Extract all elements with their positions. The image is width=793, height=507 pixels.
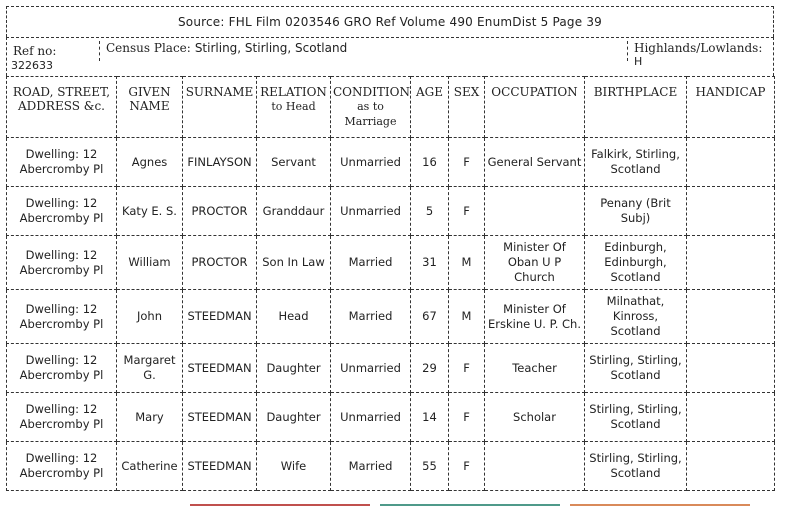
table-row: [7, 187, 775, 236]
cell-surname: STEEDMAN: [183, 442, 257, 491]
col-condition-title: CONDITION: [333, 85, 410, 99]
col-relation-title: RELATION: [260, 85, 327, 99]
cell-given-name: John: [117, 290, 183, 344]
teal-mark: [380, 504, 560, 506]
cell-surname: PROCTOR: [183, 236, 257, 290]
col-condition-sub: as to Marriage: [344, 100, 397, 128]
cell-relation: Granddaur: [257, 187, 331, 236]
col-occupation: OCCUPATION: [485, 77, 585, 138]
col-surname: SURNAME: [183, 77, 257, 138]
col-sex: SEX: [449, 77, 485, 138]
red-mark: [190, 504, 370, 506]
col-condition: [331, 77, 411, 138]
cell-condition: Unmarried: [331, 393, 411, 442]
cell-handicap: [687, 344, 775, 393]
cell-birthplace: Edinburgh, Edinburgh, Scotland: [585, 236, 687, 290]
orange-mark: [570, 504, 750, 506]
col-road: ROAD, STREET, ADDRESS &c.: [7, 77, 117, 138]
cell-relation: Daughter: [257, 393, 331, 442]
cell-sex: F: [449, 187, 485, 236]
cell-road: Dwelling: 12 Abercromby Pl: [7, 236, 117, 290]
cell-age: 29: [411, 344, 449, 393]
highlands-lowlands-label: Highlands/Lowlands:: [634, 41, 763, 55]
census-sheet: [6, 6, 774, 491]
cell-sex: M: [449, 290, 485, 344]
col-handicap: HANDICAP: [687, 77, 775, 138]
cell-surname: PROCTOR: [183, 187, 257, 236]
cell-birthplace: Stirling, Stirling, Scotland: [585, 393, 687, 442]
table-row: [7, 138, 775, 187]
cell-road: Dwelling: 12 Abercromby Pl: [7, 187, 117, 236]
table-row: [7, 290, 775, 344]
cell-surname: STEEDMAN: [183, 290, 257, 344]
cell-sex: F: [449, 344, 485, 393]
col-age: AGE: [411, 77, 449, 138]
cell-relation: Servant: [257, 138, 331, 187]
cell-age: 5: [411, 187, 449, 236]
cell-given-name: Katy E. S.: [117, 187, 183, 236]
col-given-name: GIVEN NAME: [117, 77, 183, 138]
cell-given-name: Margaret G.: [117, 344, 183, 393]
cell-condition: Unmarried: [331, 344, 411, 393]
highlands-lowlands: [627, 41, 773, 68]
cell-road: Dwelling: 12 Abercromby Pl: [7, 138, 117, 187]
census-place-value: Stirling, Stirling, Scotland: [194, 41, 348, 55]
cell-condition: Married: [331, 442, 411, 491]
cell-occupation: General Servant: [485, 138, 585, 187]
table-row: [7, 236, 775, 290]
cell-relation: Son In Law: [257, 236, 331, 290]
cell-surname: STEEDMAN: [183, 344, 257, 393]
cell-birthplace: Penany (Brit Subj): [585, 187, 687, 236]
cell-birthplace: Stirling, Stirling, Scotland: [585, 344, 687, 393]
reference-row: [6, 37, 774, 76]
cell-road: Dwelling: 12 Abercromby Pl: [7, 290, 117, 344]
cell-birthplace: Falkirk, Stirling, Scotland: [585, 138, 687, 187]
cell-occupation: [485, 187, 585, 236]
cell-birthplace: Stirling, Stirling, Scotland: [585, 442, 687, 491]
cell-handicap: [687, 290, 775, 344]
cell-relation: Head: [257, 290, 331, 344]
cell-relation: Wife: [257, 442, 331, 491]
cell-given-name: Agnes: [117, 138, 183, 187]
header-row: [7, 77, 775, 138]
cell-sex: F: [449, 393, 485, 442]
cell-condition: Married: [331, 290, 411, 344]
table-row: [7, 442, 775, 491]
cell-handicap: [687, 187, 775, 236]
cell-handicap: [687, 442, 775, 491]
cell-birthplace: Milnathat, Kinross, Scotland: [585, 290, 687, 344]
col-relation-sub: to Head: [271, 100, 316, 113]
cell-handicap: [687, 393, 775, 442]
cell-age: 16: [411, 138, 449, 187]
table-row: [7, 344, 775, 393]
cell-given-name: Catherine: [117, 442, 183, 491]
cell-sex: M: [449, 236, 485, 290]
cell-age: 67: [411, 290, 449, 344]
cell-occupation: Minister Of Oban U P Church: [485, 236, 585, 290]
col-birthplace: BIRTHPLACE: [585, 77, 687, 138]
cell-condition: Married: [331, 236, 411, 290]
cell-relation: Daughter: [257, 344, 331, 393]
source-text: Source: FHL Film 0203546 GRO Ref Volume 490 EnumDist 5 Page 39: [177, 15, 603, 29]
cell-road: Dwelling: 12 Abercromby Pl: [7, 442, 117, 491]
cell-occupation: Teacher: [485, 344, 585, 393]
census-place-label: Census Place:: [106, 41, 191, 55]
source-line: [6, 6, 774, 37]
census-table: [6, 76, 775, 491]
cell-surname: STEEDMAN: [183, 393, 257, 442]
cell-handicap: [687, 138, 775, 187]
col-relation: [257, 77, 331, 138]
cell-surname: FINLAYSON: [183, 138, 257, 187]
census-place: [99, 41, 347, 61]
highlands-lowlands-value: H: [634, 55, 643, 68]
cell-occupation: Minister Of Erskine U. P. Ch.: [485, 290, 585, 344]
cell-age: 14: [411, 393, 449, 442]
cell-handicap: [687, 236, 775, 290]
ref-label: Ref no:: [13, 44, 57, 58]
cell-condition: Unmarried: [331, 187, 411, 236]
cell-road: Dwelling: 12 Abercromby Pl: [7, 344, 117, 393]
cell-sex: F: [449, 442, 485, 491]
cell-age: 55: [411, 442, 449, 491]
cell-given-name: William: [117, 236, 183, 290]
cell-given-name: Mary: [117, 393, 183, 442]
cell-road: Dwelling: 12 Abercromby Pl: [7, 393, 117, 442]
cell-age: 31: [411, 236, 449, 290]
cell-condition: Unmarried: [331, 138, 411, 187]
ref-value: 322633: [11, 59, 53, 72]
cell-sex: F: [449, 138, 485, 187]
cell-occupation: Scholar: [485, 393, 585, 442]
table-row: [7, 393, 775, 442]
cell-occupation: [485, 442, 585, 491]
